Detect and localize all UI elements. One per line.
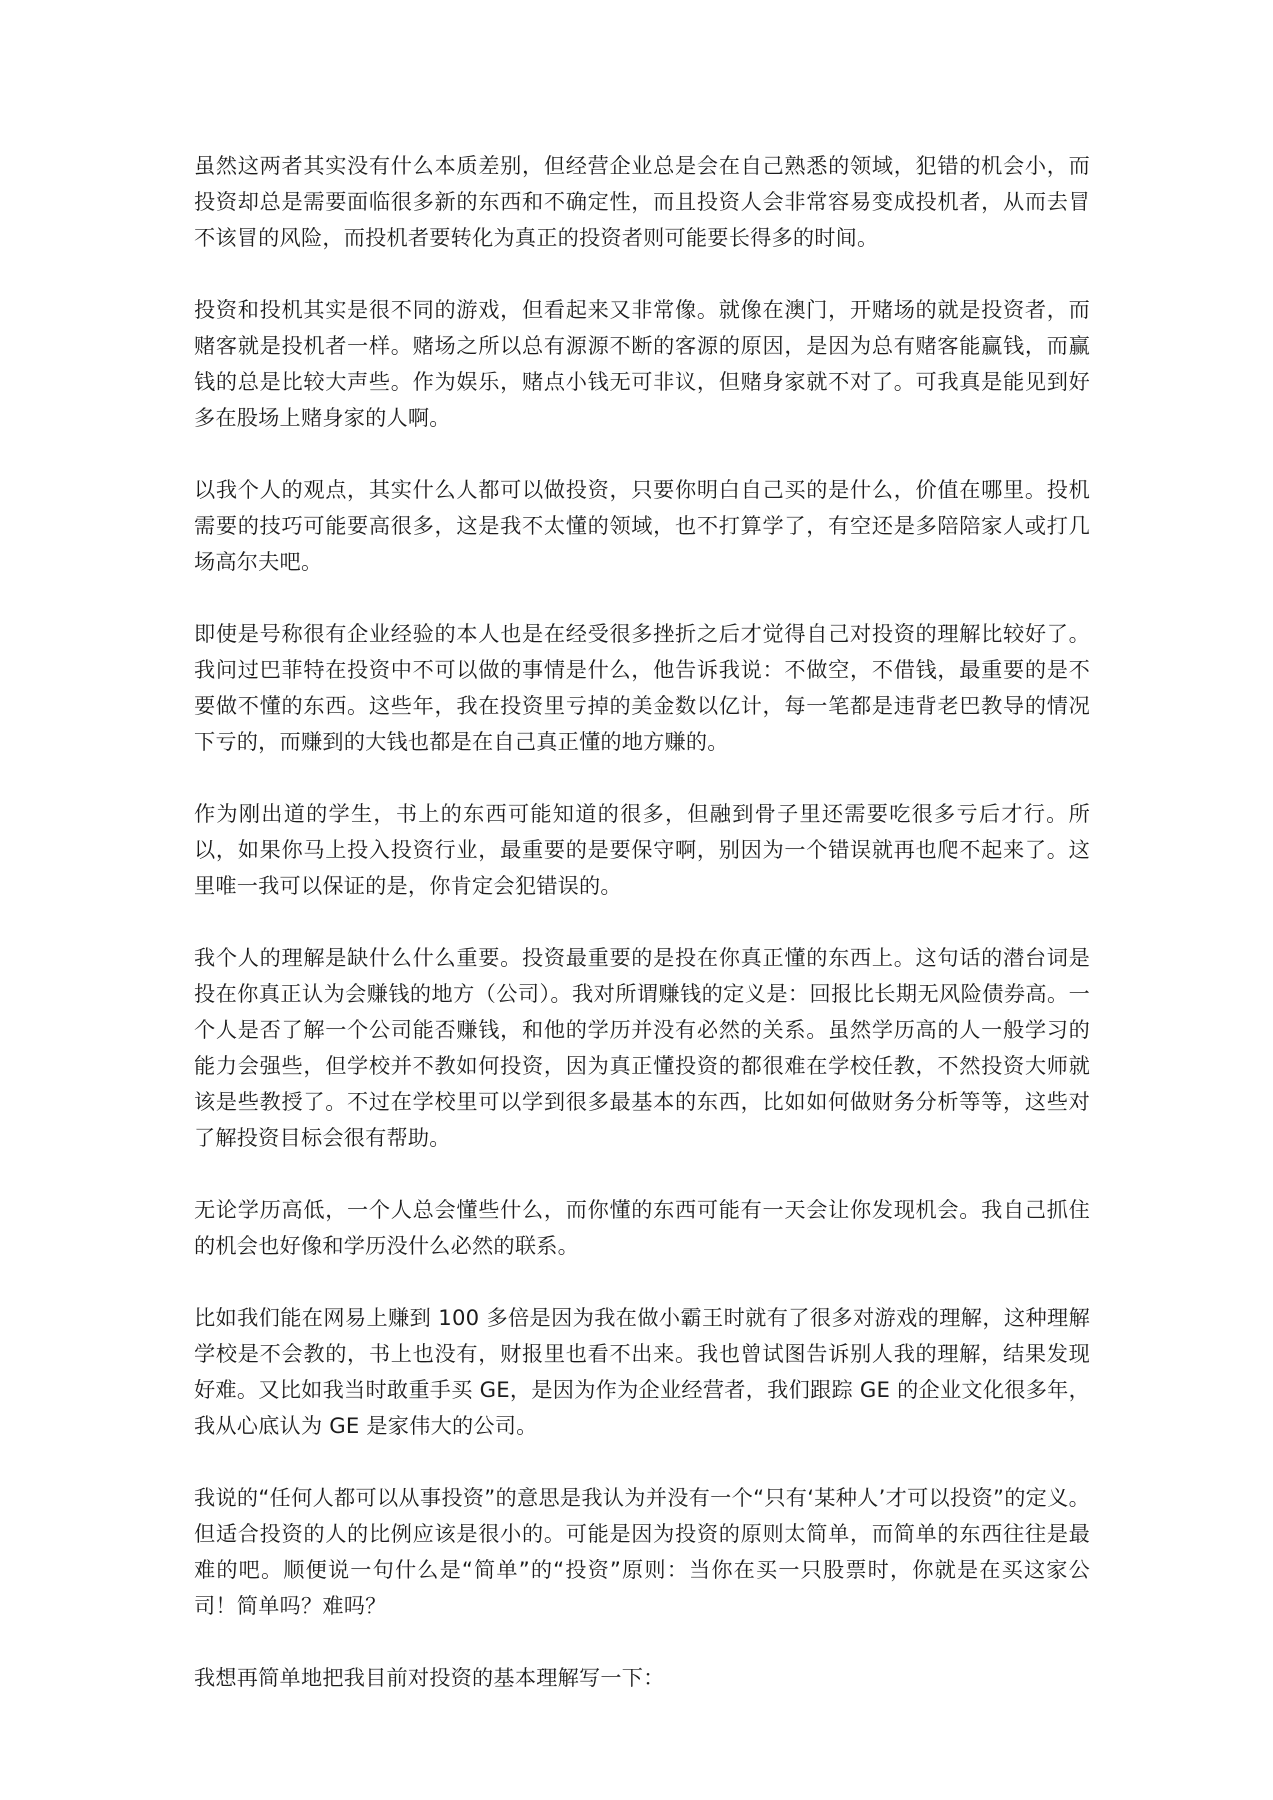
paragraph: 比如我们能在网易上赚到 100 多倍是因为我在做小霸王时就有了很多对游戏的理解，这种理解学校是不会教的，书上也没有，财报里也看不出来。我也曾试图告诉别人我的理解，结果发现好难。又比如我当时敢重手买 GE，是因为作为企业经营者，我们跟踪 GE 的企业文化很多年，我从心底认为 GE 是家伟大的公司。 bbox=[194, 1305, 1090, 1438]
document-body bbox=[194, 148, 1090, 1732]
paragraph: 我个人的理解是缺什么什么重要。投资最重要的是投在你真正懂的东西上。这句话的潜台词是投在你真正认为会赚钱的地方（公司）。我对所谓赚钱的定义是：回报比长期无风险债券高。一个人是否了解一个公司能否赚钱，和他的学历并没有必然的关系。虽然学历高的人一般学习的能力会强些，但学校并不教如何投资，因为真正懂投资的都很难在学校任教，不然投资大师就该是些教授了。不过在学校里可以学到很多最基本的东西，比如如何做财务分析等等，这些对了解投资目标会很有帮助。 bbox=[194, 945, 1090, 1150]
paragraph: 作为刚出道的学生，书上的东西可能知道的很多，但融到骨子里还需要吃很多亏后才行。所以，如果你马上投入投资行业，最重要的是要保守啊，别因为一个错误就再也爬不起来了。这里唯一我可以保证的是，你肯定会犯错误的。 bbox=[194, 801, 1090, 898]
paragraph: 无论学历高低，一个人总会懂些什么，而你懂的东西可能有一天会让你发现机会。我自己抓住的机会也好像和学历没什么必然的联系。 bbox=[194, 1197, 1090, 1258]
paragraph: 以我个人的观点，其实什么人都可以做投资，只要你明白自己买的是什么，价值在哪里。投机需要的技巧可能要高很多，这是我不太懂的领域，也不打算学了，有空还是多陪陪家人或打几场高尔夫吧。 bbox=[194, 477, 1090, 574]
paragraph: 虽然这两者其实没有什么本质差别，但经营企业总是会在自己熟悉的领域，犯错的机会小，而投资却总是需要面临很多新的东西和不确定性，而且投资人会非常容易变成投机者，从而去冒不该冒的风险，而投机者要转化为真正的投资者则可能要长得多的时间。 bbox=[194, 153, 1090, 250]
paragraph: 投资和投机其实是很不同的游戏，但看起来又非常像。就像在澳门，开赌场的就是投资者，而赌客就是投机者一样。赌场之所以总有源源不断的客源的原因，是因为总有赌客能赢钱，而赢钱的总是比较大声些。作为娱乐，赌点小钱无可非议，但赌身家就不对了。可我真是能见到好多在股场上赌身家的人啊。 bbox=[194, 297, 1090, 430]
paragraph: 即使是号称很有企业经验的本人也是在经受很多挫折之后才觉得自己对投资的理解比较好了。我问过巴菲特在投资中不可以做的事情是什么，他告诉我说：不做空，不借钱，最重要的是不要做不懂的东西。这些年，我在投资里亏掉的美金数以亿计，每一笔都是违背老巴教导的情况下亏的，而赚到的大钱也都是在自己真正懂的地方赚的。 bbox=[194, 621, 1090, 754]
paragraph: 我想再简单地把我目前对投资的基本理解写一下： bbox=[194, 1665, 665, 1690]
paragraph: 我说的“任何人都可以从事投资”的意思是我认为并没有一个“只有‘某种人’才可以投资”的定义。但适合投资的人的比例应该是很小的。可能是因为投资的原则太简单，而简单的东西往往是最难的吧。顺便说一句什么是“简单”的“投资”原则：当你在买一只股票时，你就是在买这家公司！简单吗？难吗？ bbox=[194, 1485, 1090, 1618]
